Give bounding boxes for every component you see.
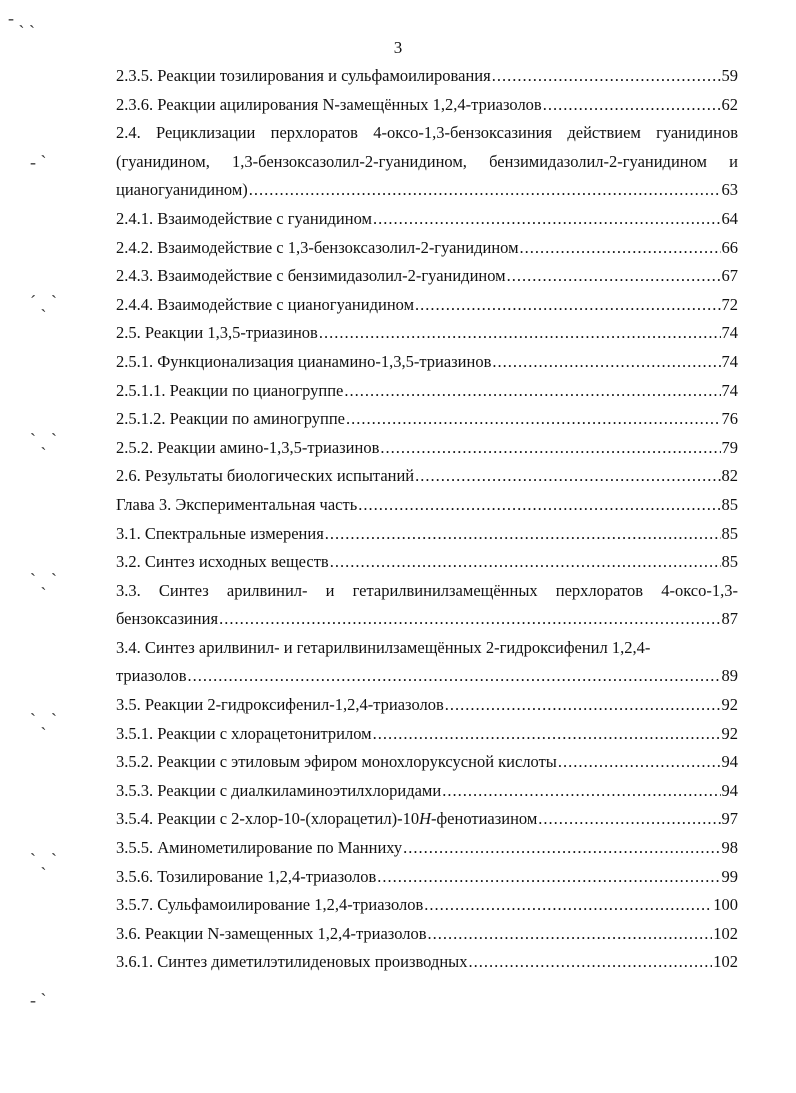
dot-leader bbox=[249, 176, 721, 205]
toc-entry-label: 2.3.5. Реакции тозилирования и сульфамоилирования bbox=[116, 66, 491, 85]
toc-entry-page: 85 bbox=[721, 523, 738, 543]
toc-label-part: -фенотиазином bbox=[431, 809, 538, 829]
toc-entry bbox=[116, 777, 738, 806]
toc-entry-page: 64 bbox=[721, 208, 738, 228]
toc-entry-page: 94 bbox=[721, 752, 738, 772]
toc-entry-page: 100 bbox=[713, 895, 738, 915]
toc-entry-label: 2.5.1. Функционализация цианамино-1,3,5-триазинов bbox=[116, 351, 492, 371]
toc-entry bbox=[116, 319, 738, 348]
dot-leader bbox=[344, 377, 720, 406]
toc-entry bbox=[116, 176, 738, 205]
table-of-contents bbox=[116, 62, 738, 977]
toc-entry-label: 2.4.3. Взаимодействие с бензимидазолил-2-гуанидином bbox=[116, 266, 506, 286]
toc-entry bbox=[116, 805, 738, 834]
toc-entry bbox=[116, 863, 738, 892]
toc-entry bbox=[116, 548, 738, 577]
dot-leader bbox=[415, 462, 720, 491]
toc-entry-page: 99 bbox=[721, 866, 738, 886]
toc-entry-page: 74 bbox=[721, 351, 738, 371]
toc-entry-page: 79 bbox=[721, 437, 738, 457]
toc-entry-page: 59 bbox=[721, 66, 738, 85]
dot-leader bbox=[492, 62, 721, 91]
toc-entry-label: 3.5.6. Тозилирование 1,2,4-триазолов bbox=[116, 866, 377, 886]
dot-leader bbox=[219, 605, 720, 634]
toc-entry bbox=[116, 891, 738, 920]
toc-entry bbox=[116, 691, 738, 720]
dot-leader bbox=[543, 91, 721, 120]
toc-entry bbox=[116, 662, 738, 691]
toc-label-italic: H bbox=[419, 809, 431, 829]
toc-entry bbox=[116, 834, 738, 863]
toc-entry-page: 66 bbox=[721, 237, 738, 257]
toc-entry-label: 2.6. Результаты биологических испытаний bbox=[116, 466, 415, 486]
toc-entry-label: цианогуанидином) bbox=[116, 180, 248, 200]
toc-entry-page: 97 bbox=[721, 809, 738, 829]
toc-entry bbox=[116, 377, 738, 406]
toc-entry-label: 3.6. Реакции N-замещенных 1,2,4-триазолов bbox=[116, 923, 427, 943]
toc-entry bbox=[116, 262, 738, 291]
toc-entry bbox=[116, 348, 738, 377]
toc-entry bbox=[116, 748, 738, 777]
toc-entry bbox=[116, 491, 738, 520]
toc-entry-label: 2.5.2. Реакции амино-1,3,5-триазинов bbox=[116, 437, 380, 457]
toc-entry-line: 3.3. Синтез арилвинил- и гетарилвинилзамещённых перхлоратов 4-оксо-1,3- bbox=[116, 580, 738, 600]
dot-leader bbox=[428, 920, 713, 949]
scan-mark: ˋ ˎ ˋ bbox=[30, 850, 57, 870]
dot-leader bbox=[520, 234, 721, 263]
toc-entry-page: 89 bbox=[721, 666, 738, 686]
toc-entry-page: 94 bbox=[721, 780, 738, 800]
toc-entry-page: 72 bbox=[721, 294, 738, 314]
dot-leader bbox=[325, 520, 721, 549]
toc-entry-page: 85 bbox=[721, 552, 738, 572]
toc-entry-label: 3.5.1. Реакции с хлорацетонитрилом bbox=[116, 723, 372, 743]
dot-leader bbox=[445, 691, 721, 720]
toc-entry-label: 2.5.1.1. Реакции по цианогруппе bbox=[116, 380, 344, 400]
dot-leader bbox=[373, 205, 721, 234]
toc-entry-page: 102 bbox=[713, 952, 738, 972]
dot-leader bbox=[403, 834, 720, 863]
toc-entry bbox=[116, 520, 738, 549]
toc-entry-label: 2.5. Реакции 1,3,5-триазинов bbox=[116, 323, 318, 343]
toc-entry bbox=[116, 234, 738, 263]
dot-leader bbox=[492, 348, 720, 377]
scan-mark: ‑ ˎ ˏ bbox=[8, 8, 35, 28]
toc-entry-label: 2.4.4. Взаимодействие с цианогуанидином bbox=[116, 294, 415, 314]
dot-leader bbox=[558, 748, 721, 777]
toc-entry-label bbox=[116, 805, 537, 834]
scan-mark: ˋ ˎ ˋ bbox=[30, 710, 57, 730]
toc-entry-label: 2.4.1. Взаимодействие с гуанидином bbox=[116, 208, 372, 228]
dot-leader bbox=[507, 262, 721, 291]
toc-entry bbox=[116, 605, 738, 634]
toc-entry-label: бензоксазиния bbox=[116, 609, 219, 629]
toc-entry-label: триазолов bbox=[116, 666, 187, 686]
toc-entry-line: 2.4. Рециклизации перхлоратов 4-оксо-1,3-бензоксазиния действием гуанидинов bbox=[116, 123, 738, 143]
toc-entry-line: (гуанидином, 1,3-бензоксазолил-2-гуанидином, бензимидазолил-2-гуанидином и bbox=[116, 151, 738, 171]
toc-entry-label: Глава 3. Экспериментальная часть bbox=[116, 494, 358, 514]
toc-entry-label: 3.1. Спектральные измерения bbox=[116, 523, 324, 543]
toc-entry bbox=[116, 91, 738, 120]
toc-entry-page: 63 bbox=[721, 180, 738, 200]
dot-leader bbox=[377, 863, 720, 892]
toc-entry-page: 74 bbox=[721, 323, 738, 343]
toc-entry-label: 2.3.6. Реакции ацилирования N-замещённых 1,2,4-триазолов bbox=[116, 94, 542, 114]
toc-entry-label: 3.2. Синтез исходных веществ bbox=[116, 552, 329, 572]
toc-entry-page: 76 bbox=[721, 409, 738, 429]
scan-mark: ˊ ˎ ˋ bbox=[30, 292, 57, 312]
toc-entry-page: 62 bbox=[721, 94, 738, 114]
dot-leader bbox=[188, 662, 721, 691]
toc-entry-label: 2.4.2. Взаимодействие с 1,3-бензоксазолил-2-гуанидином bbox=[116, 237, 519, 257]
toc-entry-label: 3.5.7. Сульфамоилирование 1,2,4-триазолов bbox=[116, 895, 424, 915]
toc-entry-page: 92 bbox=[721, 723, 738, 743]
dot-leader bbox=[538, 805, 720, 834]
scan-mark: ˋ ˎ ˋ bbox=[30, 570, 57, 590]
toc-entry-label: 3.5.3. Реакции с диалкиламиноэтилхлоридами bbox=[116, 780, 442, 800]
dot-leader bbox=[373, 720, 721, 749]
dot-leader bbox=[424, 891, 712, 920]
toc-entry-label: 3.5. Реакции 2-гидроксифенил-1,2,4-триазолов bbox=[116, 695, 444, 715]
toc-entry-page: 87 bbox=[721, 609, 738, 629]
toc-entry bbox=[116, 920, 738, 949]
toc-entry-line: 3.4. Синтез арилвинил- и гетарилвинилзамещённых 2-гидроксифенил 1,2,4- bbox=[116, 637, 651, 657]
toc-entry-page: 98 bbox=[721, 838, 738, 858]
toc-entry-page: 82 bbox=[721, 466, 738, 486]
dot-leader bbox=[442, 777, 720, 806]
toc-entry bbox=[116, 205, 738, 234]
scan-mark: ˋ ˎ ˋ bbox=[30, 430, 57, 450]
toc-entry bbox=[116, 948, 738, 977]
toc-entry-page: 74 bbox=[721, 380, 738, 400]
dot-leader bbox=[346, 405, 721, 434]
dot-leader bbox=[380, 434, 720, 463]
toc-entry-page: 67 bbox=[721, 266, 738, 286]
toc-entry-label: 3.5.2. Реакции с этиловым эфиром монохлоруксусной кислоты bbox=[116, 752, 557, 772]
toc-entry-page: 92 bbox=[721, 695, 738, 715]
scan-mark: ‑ ˋ bbox=[30, 990, 47, 1010]
toc-entry bbox=[116, 720, 738, 749]
dot-leader bbox=[319, 319, 721, 348]
dot-leader bbox=[415, 291, 720, 320]
toc-entry-label: 3.6.1. Синтез диметилэтилиденовых производных bbox=[116, 952, 468, 972]
toc-entry bbox=[116, 291, 738, 320]
toc-entry-page: 85 bbox=[721, 494, 738, 514]
toc-entry-page: 102 bbox=[713, 923, 738, 943]
dot-leader bbox=[358, 491, 720, 520]
toc-entry bbox=[116, 62, 738, 91]
dot-leader bbox=[469, 948, 713, 977]
dot-leader bbox=[330, 548, 721, 577]
toc-entry-label: 2.5.1.2. Реакции по аминогруппе bbox=[116, 409, 345, 429]
toc-label-part: 3.5.4. Реакции с 2-хлор-10-(хлорацетил)-10 bbox=[116, 809, 420, 829]
toc-entry bbox=[116, 462, 738, 491]
page-number: 3 bbox=[393, 38, 403, 57]
scan-mark: ‑ ˋ bbox=[30, 152, 47, 172]
toc-entry bbox=[116, 405, 738, 434]
toc-entry-label: 3.5.5. Аминометилирование по Манниху bbox=[116, 838, 403, 858]
toc-entry bbox=[116, 434, 738, 463]
